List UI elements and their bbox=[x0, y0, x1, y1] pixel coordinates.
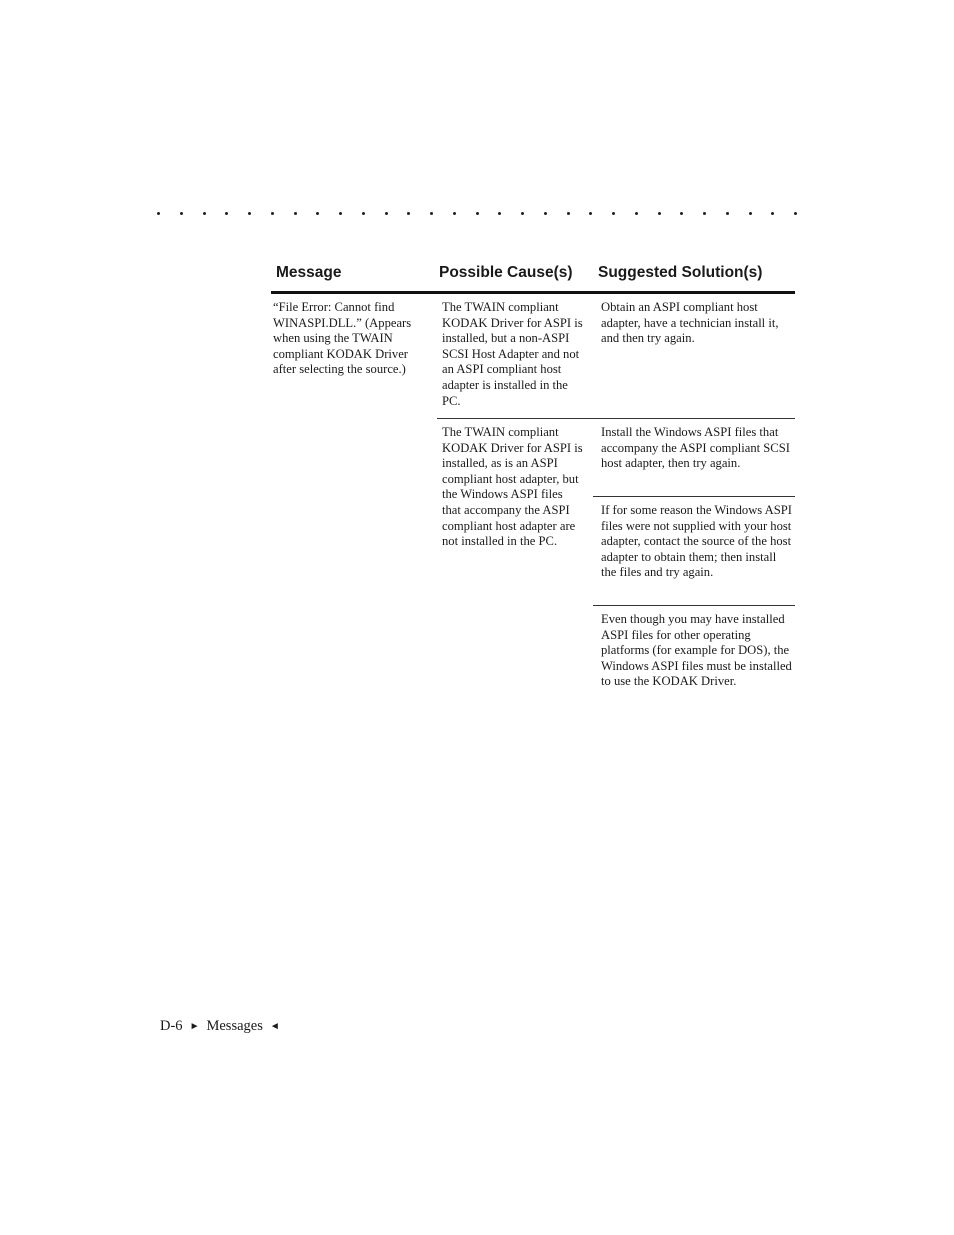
dot bbox=[635, 212, 638, 215]
dot bbox=[453, 212, 456, 215]
dot bbox=[521, 212, 524, 215]
left-triangle-icon: ◄ bbox=[269, 1021, 280, 1032]
dot bbox=[339, 212, 342, 215]
dot bbox=[794, 212, 797, 215]
dot bbox=[385, 212, 388, 215]
dot bbox=[726, 212, 729, 215]
dot bbox=[567, 212, 570, 215]
dot bbox=[749, 212, 752, 215]
table-header bbox=[271, 255, 795, 294]
dot bbox=[680, 212, 683, 215]
cause-cell-2: The TWAIN compliant KODAK Driver for ASPI is installed, as is an ASPI compliant host adapter, but the Windows ASPI files that accompany the ASPI compliant host adapter are not installed in the PC. bbox=[442, 425, 583, 549]
dot bbox=[430, 212, 433, 215]
dot bbox=[225, 212, 228, 215]
header-cause: Possible Cause(s) bbox=[439, 264, 573, 281]
dot bbox=[248, 212, 251, 215]
solution-divider bbox=[593, 605, 795, 606]
row-divider bbox=[437, 418, 795, 419]
messages-table bbox=[271, 255, 795, 689]
solution-divider bbox=[593, 496, 795, 497]
dotted-rule bbox=[157, 203, 797, 223]
solution-cell-2: Install the Windows ASPI files that accompany the ASPI compliant SCSI host adapter, then try again. bbox=[601, 425, 790, 471]
dot bbox=[407, 212, 410, 215]
page-footer bbox=[160, 1018, 280, 1035]
dot bbox=[771, 212, 774, 215]
dot bbox=[612, 212, 615, 215]
solution-cell-1: Obtain an ASPI compliant host adapter, have a technician install it, and then try again. bbox=[601, 300, 779, 346]
solution-cell-4: Even though you may have installed ASPI files for other operating platforms (for example for DOS), the Windows ASPI files must be installed to use the KODAK Driver. bbox=[601, 612, 792, 689]
dot bbox=[498, 212, 501, 215]
dot bbox=[316, 212, 319, 215]
message-cell: “File Error: Cannot find WINASPI.DLL.” (Appears when using the TWAIN compliant KODAK Driver after selecting the source.) bbox=[273, 300, 412, 377]
dot bbox=[476, 212, 479, 215]
dot bbox=[589, 212, 592, 215]
dot bbox=[658, 212, 661, 215]
dot bbox=[180, 212, 183, 215]
cause-cell-1: The TWAIN compliant KODAK Driver for ASPI is installed, but a non-ASPI SCSI Host Adapter and not an ASPI compliant host adapter is installed in the PC. bbox=[442, 300, 583, 408]
dot bbox=[703, 212, 706, 215]
header-message: Message bbox=[276, 264, 342, 281]
header-solution: Suggested Solution(s) bbox=[598, 264, 763, 281]
dot bbox=[294, 212, 297, 215]
solution-cell-3: If for some reason the Windows ASPI files were not supplied with your host adapter, contact the source of the host adapter to obtain them; then install the files and try again. bbox=[601, 503, 792, 580]
page-number: D-6 bbox=[160, 1018, 183, 1034]
right-triangle-icon: ► bbox=[189, 1021, 200, 1032]
section-name: Messages bbox=[206, 1018, 263, 1034]
dot bbox=[362, 212, 365, 215]
dot bbox=[157, 212, 160, 215]
dot bbox=[544, 212, 547, 215]
dot bbox=[203, 212, 206, 215]
dot bbox=[271, 212, 274, 215]
